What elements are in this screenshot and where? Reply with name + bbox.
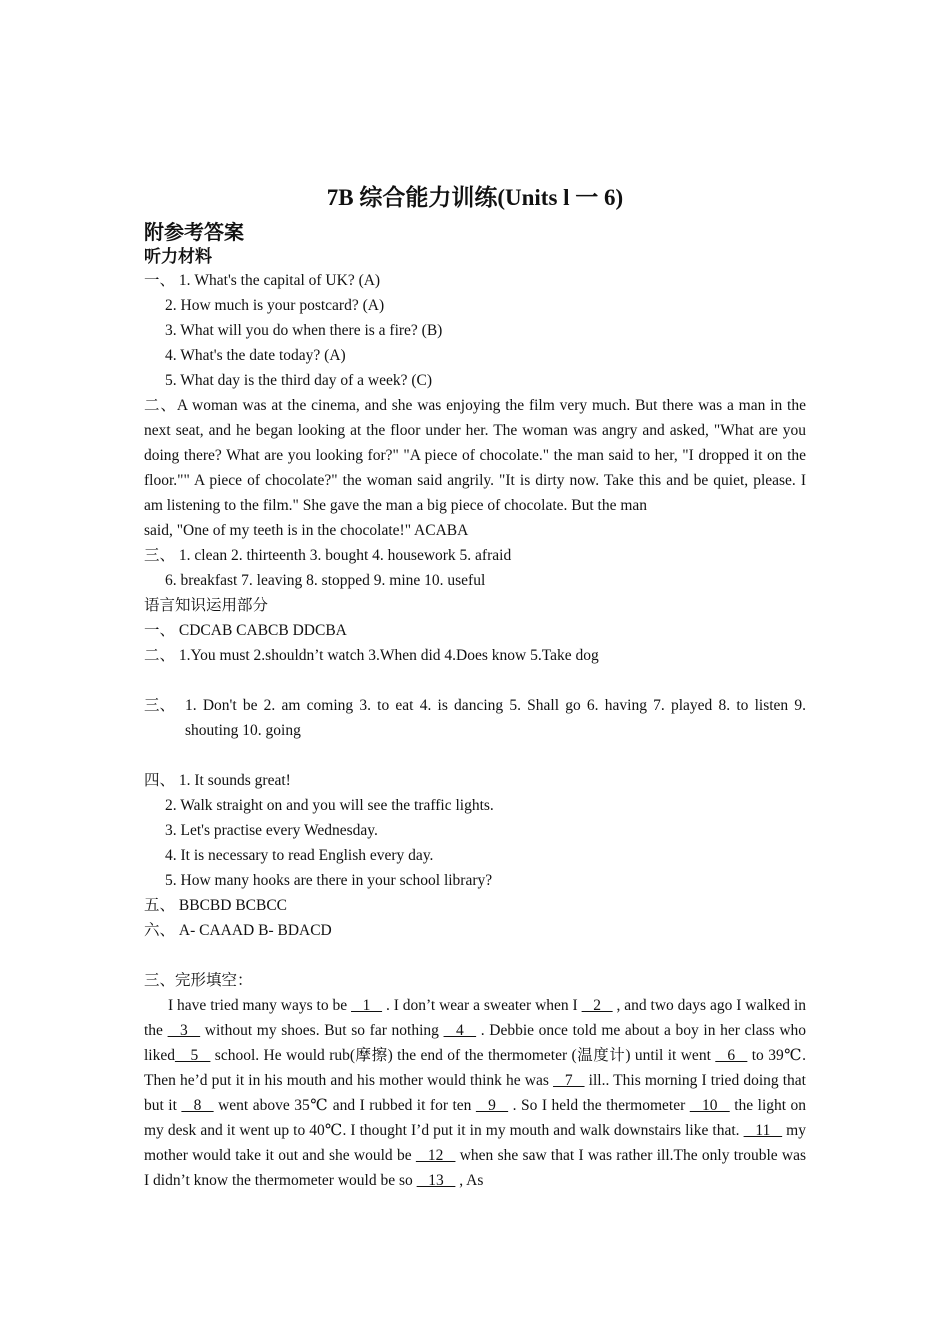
cloze-passage xyxy=(144,993,806,1193)
list-item: 3. What will you do when there is a fire? (B) xyxy=(165,322,443,339)
language-s3 xyxy=(144,693,806,743)
cloze-text: school. He would rub(摩擦) the end of the thermometer (温度计) until it went xyxy=(210,1047,716,1064)
section-label: 四、 xyxy=(144,772,176,789)
passage-last-line: said, "One of my teeth is in the chocolate!" ACABA xyxy=(144,522,469,539)
answer-line: 1. Don't be 2. am coming 3. to eat 4. is dancing 5. Shall go 6. having 7. played 8. to listen 9. shouting 10. going xyxy=(185,697,806,739)
list-item: 5. How many hooks are there in your school library? xyxy=(165,872,493,889)
passage-text: A woman was at the cinema, and she was enjoying the film very much. But there was a man in the next seat, and he began looking at the floor under her. The woman was angry and asked, "What are you doing there? What are you looking for?" "A piece of chocolate." the man said to her, "I dropped it on the floor."" A piece of chocolate?" the woman said angrily. "It is dirty now. Take this and be quiet, please. I am listening to the film." She gave the man a big piece of chocolate. But the man xyxy=(144,397,806,514)
cloze-text: I have tried many ways to be xyxy=(168,997,352,1014)
language-s2 xyxy=(144,643,806,668)
answers-heading: 附参考答案 xyxy=(144,222,244,244)
cloze-heading: 三、完形填空： xyxy=(144,972,253,989)
listening-part3-line2: 6. breakfast 7. leaving 8. stopped 9. mine 10. useful xyxy=(165,572,486,589)
cloze-text: the light on my desk and it went up to 40℃. I thought I’d put it in my mouth and walk downstairs like that. xyxy=(144,1097,807,1139)
section-label: 三、 xyxy=(144,547,176,564)
cloze-blank: _9_ xyxy=(475,1097,509,1114)
section-label: 六、 xyxy=(144,922,176,939)
language-s1 xyxy=(144,618,806,643)
cloze-text: , and two days ago I walked in the xyxy=(144,997,807,1039)
answer-line: BBCBD BCBCC xyxy=(178,897,288,914)
cloze-text: . Debbie once told me about a boy in her class who liked xyxy=(144,1022,807,1064)
answer-line: 1.You must 2.shouldn’t watch 3.When did 4.Does know 5.Take dog xyxy=(178,647,599,664)
list-item: 5. What day is the third day of a week? (C) xyxy=(165,372,433,389)
list-item: 2. How much is your postcard? (A) xyxy=(165,297,385,314)
list-item: 3. Let's practise every Wednesday. xyxy=(165,822,378,839)
language-heading: 语言知识运用部分 xyxy=(144,597,269,614)
cloze-text: , As xyxy=(455,1172,484,1189)
language-s4-first xyxy=(144,768,806,793)
cloze-text: my mother would take it out and she would be xyxy=(144,1122,806,1164)
listening-part3-line1 xyxy=(144,543,806,568)
spacer xyxy=(144,668,806,693)
cloze-blank: _4_ xyxy=(443,1022,477,1039)
section-label: 二、 xyxy=(144,397,177,414)
cloze-blank: _13_ xyxy=(416,1172,456,1189)
spacer xyxy=(144,943,806,968)
cloze-text: without my shoes. But so far nothing xyxy=(200,1022,444,1039)
listening-part1-first xyxy=(144,268,806,293)
language-s5 xyxy=(144,893,806,918)
cloze-blank: __5_ xyxy=(175,1047,211,1064)
cloze-text: ill.. This morning I tried doing that but it xyxy=(144,1072,806,1114)
section-label: 三、 xyxy=(144,697,176,714)
list-item: 4. It is necessary to read English every day. xyxy=(165,847,434,864)
section-label: 一、 xyxy=(144,272,176,289)
list-item: 4. What's the date today? (A) xyxy=(165,347,346,364)
cloze-text: to 39℃. Then he’d put it in his mouth and his mother would think he was xyxy=(144,1047,806,1089)
cloze-text: when she saw that I was rather ill.The only trouble was I didn’t know the thermometer would be so xyxy=(144,1147,807,1189)
cloze-blank: _12_ xyxy=(415,1147,456,1164)
cloze-text: . So I held the thermometer xyxy=(508,1097,690,1114)
cloze-blank: _10_ xyxy=(689,1097,730,1114)
section-label: 一、 xyxy=(144,622,176,639)
listening-part2-passage xyxy=(144,393,806,518)
cloze-text: . I don’t wear a sweater when I xyxy=(382,997,582,1014)
cloze-blank: _8_ xyxy=(181,1097,214,1114)
listening-heading: 听力材料 xyxy=(144,247,212,266)
answer-line: 1. It sounds great! xyxy=(178,772,291,789)
answer-line: CDCAB CABCB DDCBA xyxy=(178,622,347,639)
cloze-blank: _7_ xyxy=(553,1072,585,1089)
list-item: 1. What's the capital of UK? (A) xyxy=(178,272,381,289)
cloze-text: went above 35℃ and I rubbed it for ten xyxy=(213,1097,476,1114)
language-s6 xyxy=(144,918,806,943)
cloze-blank: _11_ xyxy=(743,1122,783,1139)
list-item: 2. Walk straight on and you will see the traffic lights. xyxy=(165,797,494,814)
page-title: 7B 综合能力训练(Units l 一 6) xyxy=(326,185,624,210)
section-label: 二、 xyxy=(144,647,176,664)
answer-line: A- CAAAD B- BDACD xyxy=(178,922,332,939)
cloze-blank: _6_ xyxy=(715,1047,748,1064)
cloze-blank: _3_ xyxy=(167,1022,201,1039)
answer-line: 1. clean 2. thirteenth 3. bought 4. housework 5. afraid xyxy=(178,547,512,564)
section-label: 五、 xyxy=(144,897,176,914)
cloze-blank: _2_ xyxy=(581,997,613,1014)
document-page xyxy=(144,180,806,1193)
cloze-blank: _1_ xyxy=(351,997,383,1014)
spacer xyxy=(144,743,806,768)
